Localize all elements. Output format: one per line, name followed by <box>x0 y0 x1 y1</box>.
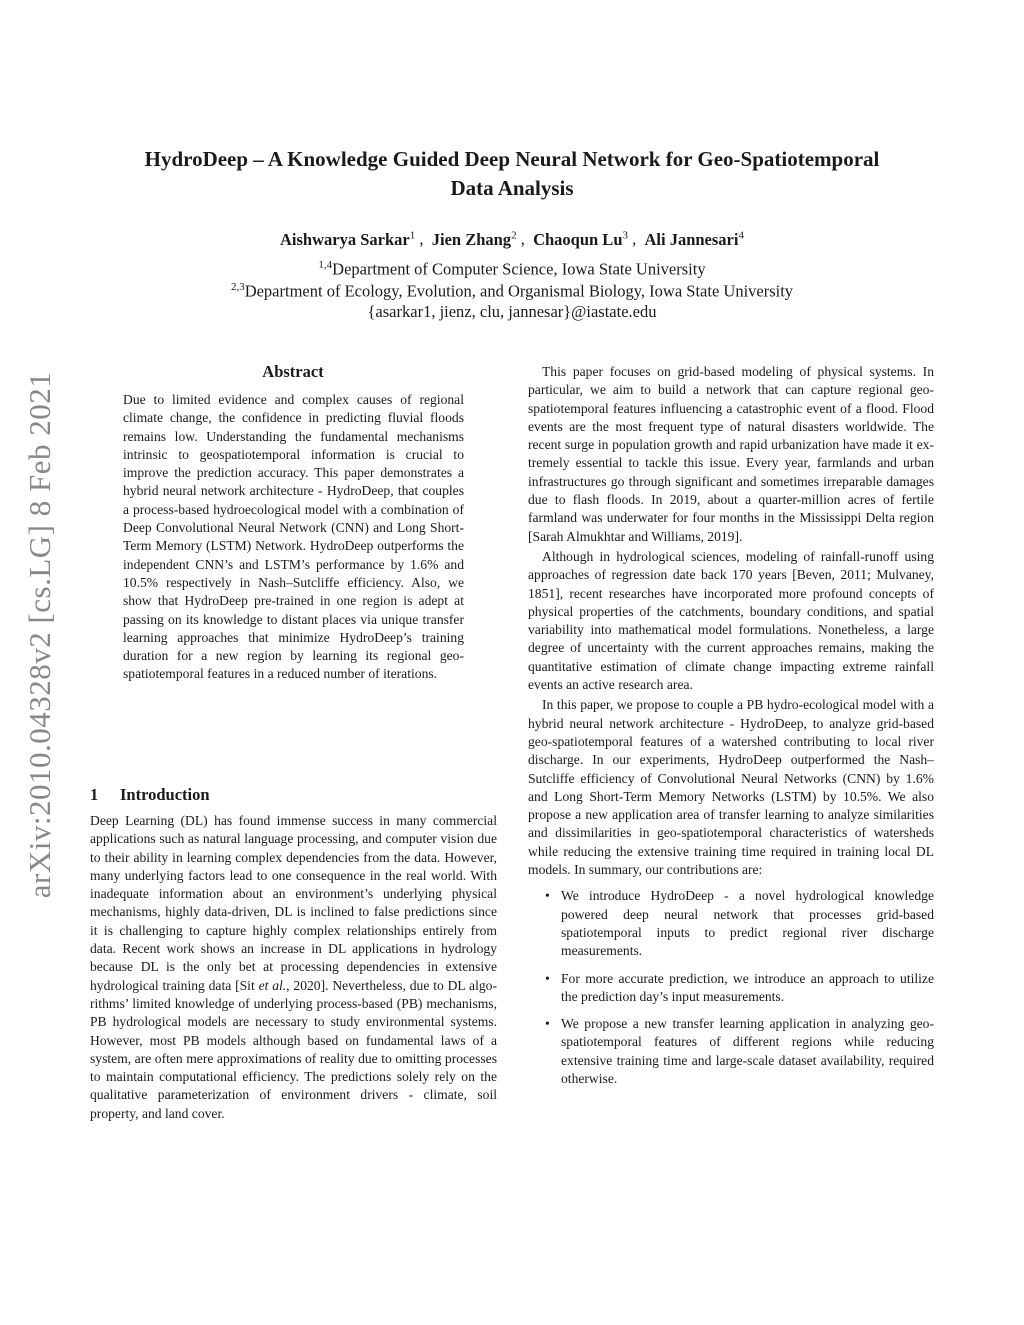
author <box>645 230 744 249</box>
affiliation-text: Department of Ecology, Evolution, and Organismal Biology, Iowa State University <box>244 281 794 301</box>
intro-paragraph-2: This paper focuses on grid-based modeling of physical systems. In particular, we aim to build a network that can capture regional geo-spatiotemporal features influencing a catastrophic event of a flood. Flood events are the most frequent type of natural disasters worldwide. The recent surge in population growth and rapid urbanization have made it extremely essential to tackle this issue. Every year, farmlands and urban infrastructures go through significant and sometimes irreparable damages due to flash floods. In 2019, about a quarter-million acres of fertile farmland was underwater for four months in the Mississippi Delta region [Sarah Almukhtar and Williams, 2019]. <box>528 364 934 544</box>
author-affiliation-mark: 1 <box>409 229 416 241</box>
citation-etal: et al. <box>258 977 287 993</box>
intro-paragraph-4: In this paper, we propose to couple a PB hydro-ecological model with a hybrid neural network architecture - HydroDeep, to analyze grid-based geo-spatiotemporal features of a watershed contributing to local river discharge. In our experiments, HydroDeep outperformed the Nash–Sutcliffe efficiency of Convolutional Neural Networks (CNN) by 1.6% and Long Short-Term Memory Networks (LSTM) by 10.5%. We also propose a new application area of transfer learning to analyze similarities and dissimilarities in geo-spatiotemporal characteristics of watersheds while reducing the extensive training time required in training local DL models. In summary, our contributions are: <box>528 697 934 878</box>
list-item <box>528 1015 934 1088</box>
affiliation-mark: 2,3 <box>230 281 245 293</box>
section-heading-introduction <box>90 784 500 806</box>
author-name: Jien Zhang <box>431 229 512 249</box>
list-item-text: We propose a new transfer learning application in analyzing geo-spatiotemporal features of different regions while reducing extensive training time and large-scale dataset availability, required otherwise. <box>561 1016 934 1086</box>
list-item <box>528 887 934 960</box>
section-title: Introduction <box>120 785 210 804</box>
author-name: Chaoqun Lu <box>533 229 623 249</box>
author <box>280 230 415 249</box>
title-line-1: HydroDeep – A Knowledge Guided Deep Neural Network for Geo-Spatiotemporal <box>144 147 880 171</box>
paper-title <box>84 145 940 203</box>
paragraph-text: Deep Learning (DL) has found immense success in many commercial applications such as natural language processing, and computer vision due to their ability in learning complex dependencies from the data. However, many underlying factors lead to one consequence in the real world. With inadequate information about an environment’s underlying physical mechanisms, highly data-driven, DL is inclined to false predictions since it is challenging to capture highly complex relationships entirely from data. Recent work shows an increase in DL applications in hydrology because DL is the only bet at processing dependencies in extensive hydrological training data [Sit <box>90 813 497 993</box>
affiliation <box>84 276 940 303</box>
author-list: Aishwarya Sarkar$^1$ , Jien Zhang$^2$ , Chaoqun Lu$^3$ , Ali Jannesari$^4$ <box>280 229 744 249</box>
bullet-icon: • <box>545 888 550 904</box>
list-item <box>528 970 934 1007</box>
author <box>533 230 628 249</box>
author-emails: {asarkar1, jienz, clu, jannesar}@iastate.edu <box>367 302 657 321</box>
affiliation-text: Department of Computer Science, Iowa State University <box>332 259 706 279</box>
paragraph-text: , 2020]. Nevertheless, due to DL algorithms’ limited knowledge of underlying process-based (PB) mechanisms, PB hydrological models are necessary to study environmental systems. However, most PB models although based on fundamental laws of a system, are often mere approximations of reality due to omitting processes to maintain computational efficiency. The predictions solely rely on the qualitative parameterization of environment drivers - climate, soil property, and land cover. <box>90 977 497 1121</box>
arxiv-identifier: arXiv:2010.04328v2 [cs.LG] 8 Feb 2021 <box>22 371 57 899</box>
intro-paragraph-3: Although in hydrological sciences, modeling of rainfall-runoff using approaches of regression date back 170 years [Beven, 2011; Mulvaney, 1851], recent researches have incorporated more profound concepts of physical properties of the catchments, boundary conditions, and spatial variability into mathematical model formulations. Nonetheless, a large degree of uncertainty with the current approaches remains, making the quantitative estimation of climate change impacting extreme rainfall events an active research area. <box>528 548 934 693</box>
author-name: Aishwarya Sarkar <box>280 229 410 249</box>
author-affiliation-mark: 2 <box>511 229 517 241</box>
right-column <box>528 363 934 1097</box>
list-item-text: We introduce HydroDeep - a novel hydrological knowledge powered deep neural network that processes grid-based spatiotemporal inputs to predict regional river discharge measurements. <box>561 888 934 959</box>
bullet-icon: • <box>545 970 550 986</box>
bullet-icon: • <box>545 1016 550 1032</box>
contributions-list <box>528 887 934 1088</box>
affiliation-mark: 1,4 <box>318 259 333 271</box>
section-number: 1 <box>90 785 99 804</box>
author-affiliation-mark: 4 <box>738 229 744 241</box>
author <box>432 230 517 249</box>
list-item-text: For more accurate prediction, we introduce an approach to utilize the prediction day’s input measurements. <box>561 970 934 1004</box>
title-line-2: Data Analysis <box>450 176 574 200</box>
abstract-heading: Abstract <box>262 362 324 381</box>
author-name: Ali Jannesari <box>644 229 739 249</box>
author-affiliation-mark: 3 <box>622 229 628 241</box>
intro-paragraph-1 <box>90 812 497 1123</box>
abstract-text: Due to limited evidence and complex causes of regional climate change, the confidence in predicting fluvial floods remains low. Understanding the fundamental mechanisms intrinsic to geospatiotemporal information is crucial to improve the prediction accuracy. This paper demonstrates a hybrid neural network architecture - HydroDeep, that couples a process-based hydroecological model with a combination of Deep Convolutional Neural Network (CNN) and Long Short-Term Memory (LSTM) Network. HydroDeep outperforms the independent CNN’s and LSTM’s performance by 1.6% and 10.5% respectively in Nash–Sutcliffe efficiency. Also, we show that HydroDeep pre-trained in one region is adept at passing on its knowledge to distant places via unique transfer learning approaches that minimize HydroDeep’s training duration for a new region by learning its regional geo-spatiotemporal features in a reduced number of iterations. <box>123 392 464 682</box>
